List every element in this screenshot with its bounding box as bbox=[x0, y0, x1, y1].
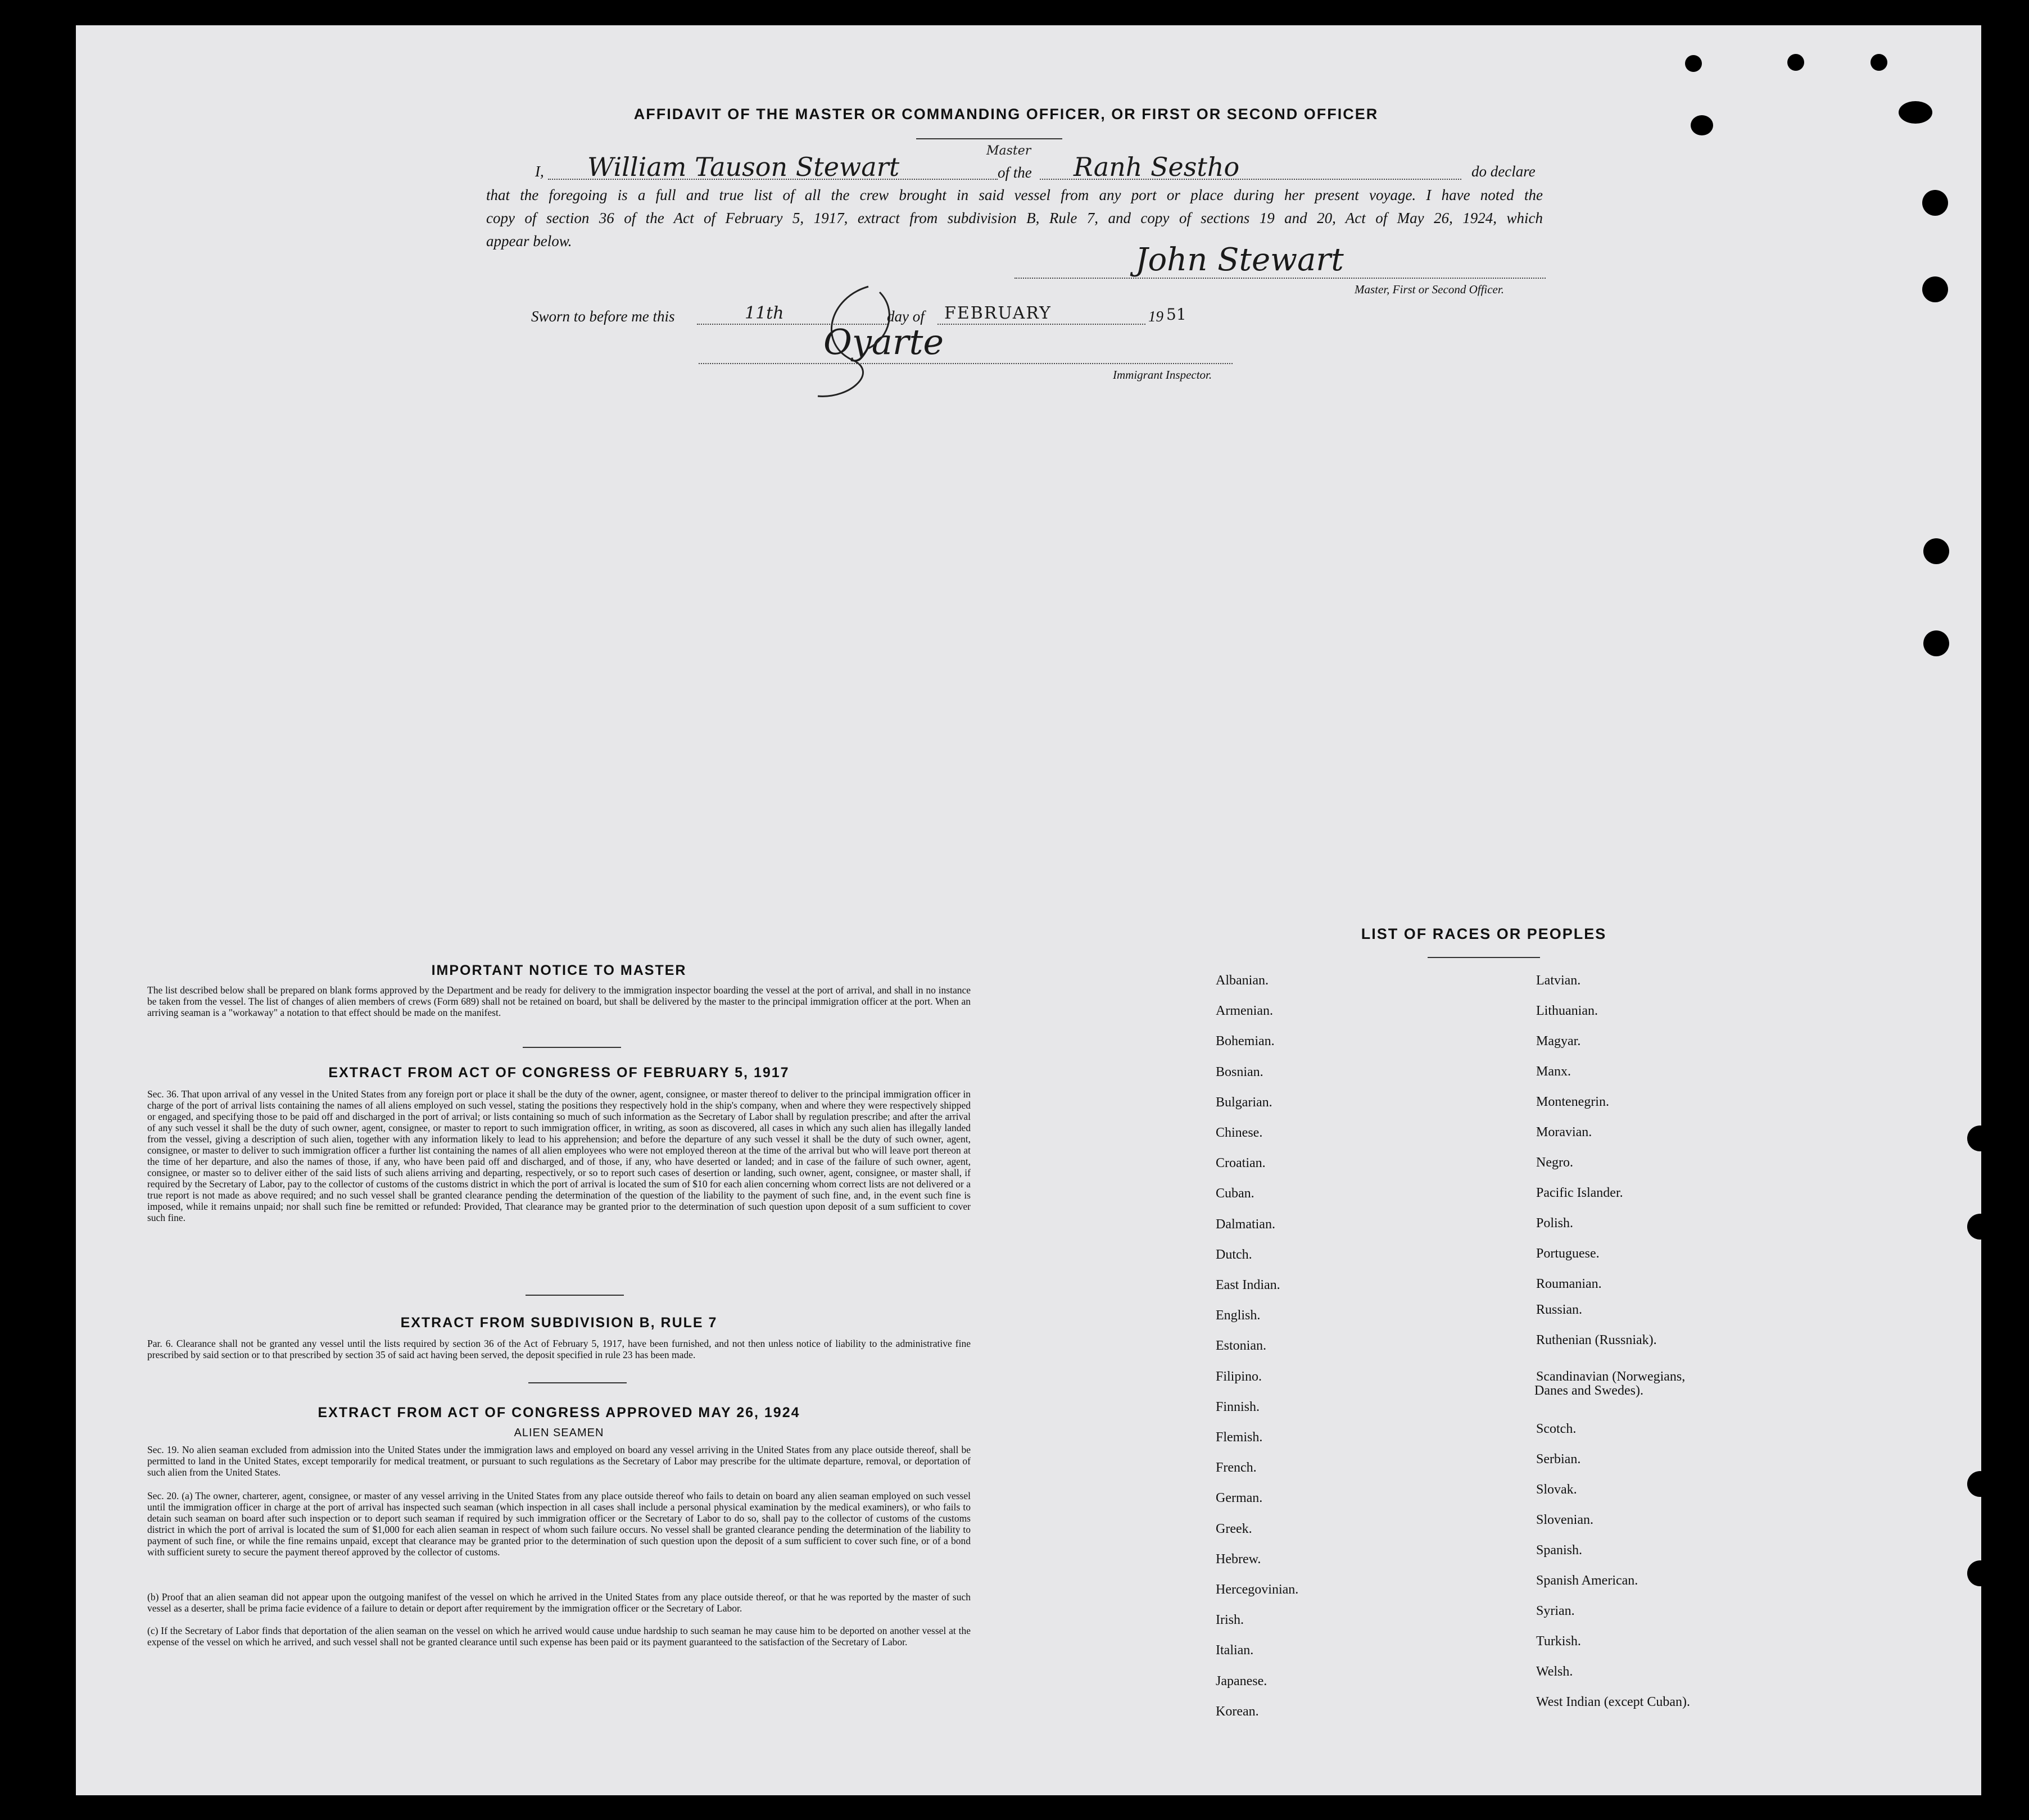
race-item: West Indian (except Cuban). bbox=[1536, 1695, 1690, 1709]
race-item: Chinese. bbox=[1216, 1125, 1263, 1140]
race-item: Slovak. bbox=[1536, 1482, 1577, 1497]
race-item: Montenegrin. bbox=[1536, 1095, 1609, 1109]
race-item: Korean. bbox=[1216, 1704, 1259, 1719]
race-item: Dalmatian. bbox=[1216, 1217, 1275, 1232]
extract-1917-title: EXTRACT FROM ACT OF CONGRESS OF FEBRUARY 5, 1917 bbox=[328, 1065, 790, 1081]
punch-hole bbox=[1922, 190, 1948, 216]
sec20c-body: (c) If the Secretary of Labor finds that deportation of the alien seaman on the vessel on which he arrived would cause undue hardship to such seaman he may cause him to be deported on another vessel at the expense of the vessel on which he arrived, and such vessel shall not be granted clearance until such expense has been paid or its payment guaranteed to the satisfaction of the Secretary of Labor. bbox=[147, 1625, 971, 1647]
race-item: Ruthenian (Russniak). bbox=[1536, 1333, 1657, 1347]
sworn-label: Sworn to before me this bbox=[531, 308, 675, 325]
race-item: Welsh. bbox=[1536, 1664, 1573, 1679]
punch-hole bbox=[1967, 1471, 1993, 1497]
race-item: Portuguese. bbox=[1536, 1246, 1600, 1261]
race-item: Pacific Islander. bbox=[1536, 1186, 1623, 1200]
punch-hole bbox=[1691, 115, 1713, 135]
race-item: Croatian. bbox=[1216, 1156, 1266, 1171]
affidavit-title: AFFIDAVIT OF THE MASTER OR COMMANDING OFFICER, OR FIRST OR SECOND OFFICER bbox=[633, 106, 1379, 122]
punch-hole bbox=[1685, 55, 1702, 72]
race-item: Hebrew. bbox=[1216, 1551, 1261, 1567]
race-item: Polish. bbox=[1536, 1216, 1574, 1231]
inspector-flourish bbox=[784, 275, 970, 410]
race-item: Turkish. bbox=[1536, 1634, 1581, 1649]
notice-body: The list described below shall be prepared on blank forms approved by the Department and be ready for delivery to the immigration inspector boarding the vessel at the port of arrival, and shall in no instance be taken from the vessel. The list of changes of alien members of crews (Form 689) shall not be retained on board, but shall be delivered by the master to the principal immigration officer at the port. When an arriving seaman is a "workaway" a notation to that effect should be made on the manifest. bbox=[147, 984, 971, 1018]
sworn-day: 11th bbox=[745, 303, 784, 323]
of-the-label: of the bbox=[998, 164, 1032, 181]
race-item: Bohemian. bbox=[1216, 1034, 1275, 1049]
race-item: Irish. bbox=[1216, 1613, 1244, 1628]
race-item: Finnish. bbox=[1216, 1399, 1260, 1414]
divider bbox=[916, 138, 1062, 139]
race-item: Bulgarian. bbox=[1216, 1095, 1272, 1110]
inspector-caption: Immigrant Inspector. bbox=[1113, 368, 1212, 382]
race-item: Spanish American. bbox=[1536, 1573, 1638, 1588]
punch-hole bbox=[1871, 54, 1887, 71]
rule7-body: Par. 6. Clearance shall not be granted any vessel until the lists required by section 36 of the Act of February 5, 1917, have been furnished, and not then unless notice of liability to the administrative fine prescribed by said section or to that prescribed by section 35 of said act having been served, the deposit specified in rule 23 has been made. bbox=[147, 1338, 971, 1360]
divider bbox=[1428, 957, 1540, 958]
race-item: Spanish. bbox=[1536, 1543, 1583, 1558]
divider bbox=[523, 1047, 621, 1048]
affidavit-line-2: that the foregoing is a full and true list of all the crew brought in said vessel from any port or place during her present voyage. I have noted the bbox=[486, 187, 1543, 203]
master-name: William Tauson Stewart bbox=[587, 152, 900, 182]
race-item: Scotch. bbox=[1536, 1422, 1577, 1436]
punch-hole bbox=[1787, 54, 1804, 71]
rule7-title: EXTRACT FROM SUBDIVISION B, RULE 7 bbox=[400, 1315, 718, 1331]
race-item: Italian. bbox=[1216, 1643, 1254, 1658]
race-item: Estonian. bbox=[1216, 1338, 1266, 1354]
punch-hole bbox=[1967, 1125, 1993, 1151]
divider bbox=[528, 1382, 627, 1383]
extract-1924-title: EXTRACT FROM ACT OF CONGRESS APPROVED MAY 26, 1924 bbox=[318, 1405, 800, 1420]
notice-title: IMPORTANT NOTICE TO MASTER bbox=[431, 963, 687, 978]
race-item: Serbian. bbox=[1536, 1452, 1581, 1467]
race-item: Magyar. bbox=[1536, 1034, 1581, 1049]
race-item: Slovenian. bbox=[1536, 1513, 1593, 1527]
race-item: Bosnian. bbox=[1216, 1064, 1263, 1079]
race-item: Manx. bbox=[1536, 1064, 1571, 1079]
day-of-label: day of bbox=[887, 308, 925, 325]
punch-hole bbox=[1899, 101, 1932, 124]
race-item: East Indian. bbox=[1216, 1278, 1280, 1292]
rank-handwritten: Master bbox=[986, 144, 1031, 158]
punch-hole bbox=[1923, 630, 1949, 656]
race-item: Flemish. bbox=[1216, 1430, 1263, 1445]
punch-hole bbox=[1922, 276, 1948, 302]
punch-hole bbox=[1967, 1560, 1993, 1586]
race-item: Scandinavian (Norwegians, bbox=[1536, 1369, 1686, 1384]
extract-1917-body: Sec. 36. That upon arrival of any vessel in the United States from any foreign port or place it shall be the duty of the owner, agent, consignee, or master thereof to deliver to the principal immigration officer in charge of the port of arrival lists containing the names of all aliens employed on such vessel, stating the positions they respectively hold in the ship's company, when and where they were respectively shipped or engaged, and specifying those to be paid off and discharged in the port of arrival; or lists containing so much of such information as the Secretary of Labor shall by regulation prescribe; and after the arrival of any such vessel it shall be the duty of such owner, agent, consignee, or master to report to such immigration officer, in writing, as soon as discovered, all cases in which any such alien has illegally landed from the vessel, giving a description of such alien, together with any information likely to lead to his apprehension; and before the departure of any such vessel it shall be the duty of such owner, agent, consignee, or master to deliver to such immigration officer a further list containing the names of all alien employees who were not employed thereon at the time of the arrival but who will leave port thereon at the time of her departure, and also the names of those, if any, who have been paid off and discharged, and of those, if any, who have deserted or landed; and in case of the failure of such owner, agent, consignee, or master so to deliver either of the said lists of such aliens arriving and departing, respectively, or so to report such cases of desertion or landing, such owner, agent, consignee, or master shall, if required by the Secretary of Labor, pay to the collector of customs of the customs district in which the port of arrival is located the sum of $10 for each alien concerning whom correct lists are not delivered or a true report is not made as above required; and no such vessel shall be granted clearance pending the determination of the question of the liability to the payment of such fine, and, in the event such fine is imposed, while it remains unpaid; nor shall such fine be remitted or refunded: Provided, That clearance may be granted prior to the determination of such question upon deposit of a sum sufficient to cover such fine. bbox=[147, 1088, 971, 1223]
race-item: Armenian. bbox=[1216, 1004, 1273, 1019]
race-item: Latvian. bbox=[1536, 973, 1581, 988]
sec19-body: Sec. 19. No alien seaman excluded from admission into the United States under the immigration laws and employed on board any vessel arriving in the United States from any place outside thereof, shall be permitted to land in the United States, except temporarily for medical treatment, or pursuant to such regulations as the Secretary of Labor may prescribe for the ultimate departure, removal, or deportation of such alien from the United States. bbox=[147, 1444, 971, 1478]
races-title: LIST OF RACES OR PEOPLES bbox=[1361, 925, 1607, 942]
vessel-name: Ranh Sestho bbox=[1074, 152, 1240, 182]
master-signature: John Stewart bbox=[1135, 242, 1344, 278]
sec20b-body: (b) Proof that an alien seaman did not appear upon the outgoing manifest of the vessel on which he arrived in the United States from any place outside thereof, or that he was reported by the master of such vessel as a deserter, shall be prima facie evidence of a failure to detain or deport after requirement by the immigration officer or the Secretary of Labor. bbox=[147, 1591, 971, 1614]
race-item: Syrian. bbox=[1536, 1604, 1575, 1618]
affidavit-line-4: appear below. bbox=[486, 233, 572, 249]
affidavit-line-3: copy of section 36 of the Act of February 5, 1917, extract from subdivision B, Rule 7, and copy of sections 19 and 20, Act of May 26, 1924, which bbox=[486, 210, 1543, 226]
race-item: French. bbox=[1216, 1460, 1257, 1476]
race-item: Albanian. bbox=[1216, 973, 1269, 988]
race-item: Moravian. bbox=[1536, 1125, 1592, 1140]
race-item: German. bbox=[1216, 1491, 1263, 1506]
race-item: Greek. bbox=[1216, 1521, 1252, 1536]
punch-hole bbox=[1967, 1214, 1993, 1240]
race-item: Russian. bbox=[1536, 1302, 1583, 1317]
inspector-signature: Oyarte bbox=[823, 321, 944, 362]
inspector-line bbox=[699, 363, 1233, 364]
race-item: Japanese. bbox=[1216, 1673, 1267, 1689]
i-label: I, bbox=[535, 163, 544, 180]
race-item: Negro. bbox=[1536, 1155, 1573, 1170]
year-prefix: 19 bbox=[1148, 308, 1163, 325]
race-item: Cuban. bbox=[1216, 1186, 1254, 1201]
race-item: Hercegovinian. bbox=[1216, 1582, 1299, 1597]
do-declare-label: do declare bbox=[1471, 163, 1536, 180]
punch-hole bbox=[1923, 538, 1949, 564]
divider bbox=[526, 1295, 624, 1296]
race-item: Dutch. bbox=[1216, 1247, 1252, 1262]
race-item: Danes and Swedes). bbox=[1534, 1383, 1643, 1398]
signature-line bbox=[1014, 278, 1546, 279]
sworn-month: FEBRUARY bbox=[944, 303, 1052, 323]
sec20a-body: Sec. 20. (a) The owner, charterer, agent, consignee, or master of any vessel arriving in the United States from any place outside thereof who fails to detain on board any alien seaman employed on such vessel until the immigration officer in charge at the port of arrival has inspected such seaman (which inspection in all cases shall include a personal physical examination by the medical examiners), or who fails to detain such seaman on board after such inspection or to deport such seaman if required by such immigration officer or the Secretary of Labor to do so, shall pay to the collector of customs of the customs district in which the port of arrival is located the sum of $1,000 for each alien seaman in respect of whom such failure occurs. No vessel shall be granted clearance pending the determination of the liability to payment of such fine, or while the fine remains unpaid, except that clearance may be granted prior to the determination of such question upon the deposit of a sum sufficient to cover such fine, or of a bond with sufficient surety to secure the payment thereof approved by the collector of customs. bbox=[147, 1490, 971, 1558]
signer-caption: Master, First or Second Officer. bbox=[1355, 283, 1504, 296]
alien-seamen-subtitle: ALIEN SEAMEN bbox=[514, 1427, 604, 1439]
race-item: English. bbox=[1216, 1308, 1261, 1323]
race-item: Filipino. bbox=[1216, 1369, 1262, 1384]
race-item: Roumanian. bbox=[1536, 1277, 1602, 1291]
race-item: Lithuanian. bbox=[1536, 1004, 1598, 1018]
sworn-year: 51 bbox=[1166, 305, 1186, 324]
